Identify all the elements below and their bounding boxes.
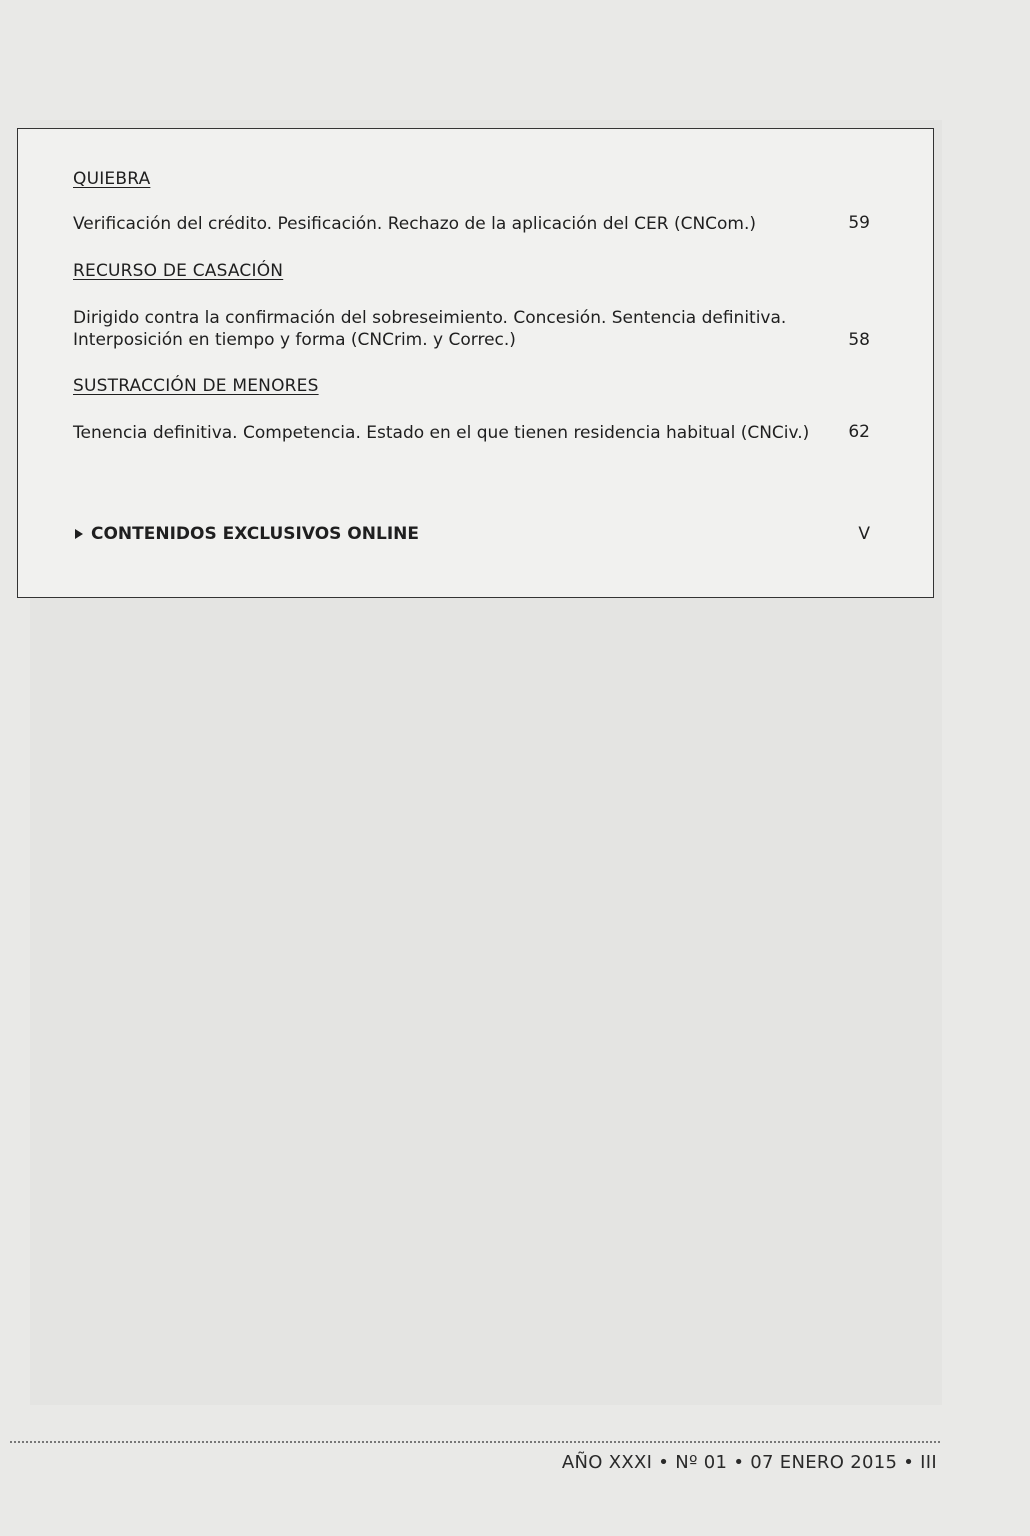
triangle-right-icon	[75, 529, 83, 539]
toc-entry-page: 62	[848, 422, 870, 442]
online-contents-page: V	[858, 524, 870, 544]
table-of-contents-box	[17, 128, 934, 598]
toc-entry-page: 58	[848, 330, 870, 350]
section-heading-sustraccion-de-menores: SUSTRACCIÓN DE MENORES	[73, 376, 319, 396]
toc-entry-page: 59	[848, 213, 870, 233]
online-contents-label: CONTENIDOS EXCLUSIVOS ONLINE	[91, 524, 419, 544]
toc-entry-text: Verificación del crédito. Pesificación. Rechazo de la aplicación del CER (CNCom.)	[73, 214, 757, 234]
footer-divider	[10, 1441, 940, 1443]
issue-footer: AÑO XXXI • Nº 01 • 07 ENERO 2015 • III	[561, 1452, 937, 1473]
section-heading-recurso-de-casacion: RECURSO DE CASACIÓN	[73, 261, 284, 281]
online-contents-link	[75, 524, 419, 544]
toc-entry-text: Dirigido contra la confirmación del sobreseimiento. Concesión. Sentencia definitiva. Interposición en tiempo y forma (CNCrim. y Correc.)	[73, 308, 787, 350]
toc-entry-text: Tenencia definitiva. Competencia. Estado en el que tienen residencia habitual (CNCiv.)	[73, 423, 810, 443]
section-heading-quiebra: QUIEBRA	[73, 169, 151, 189]
